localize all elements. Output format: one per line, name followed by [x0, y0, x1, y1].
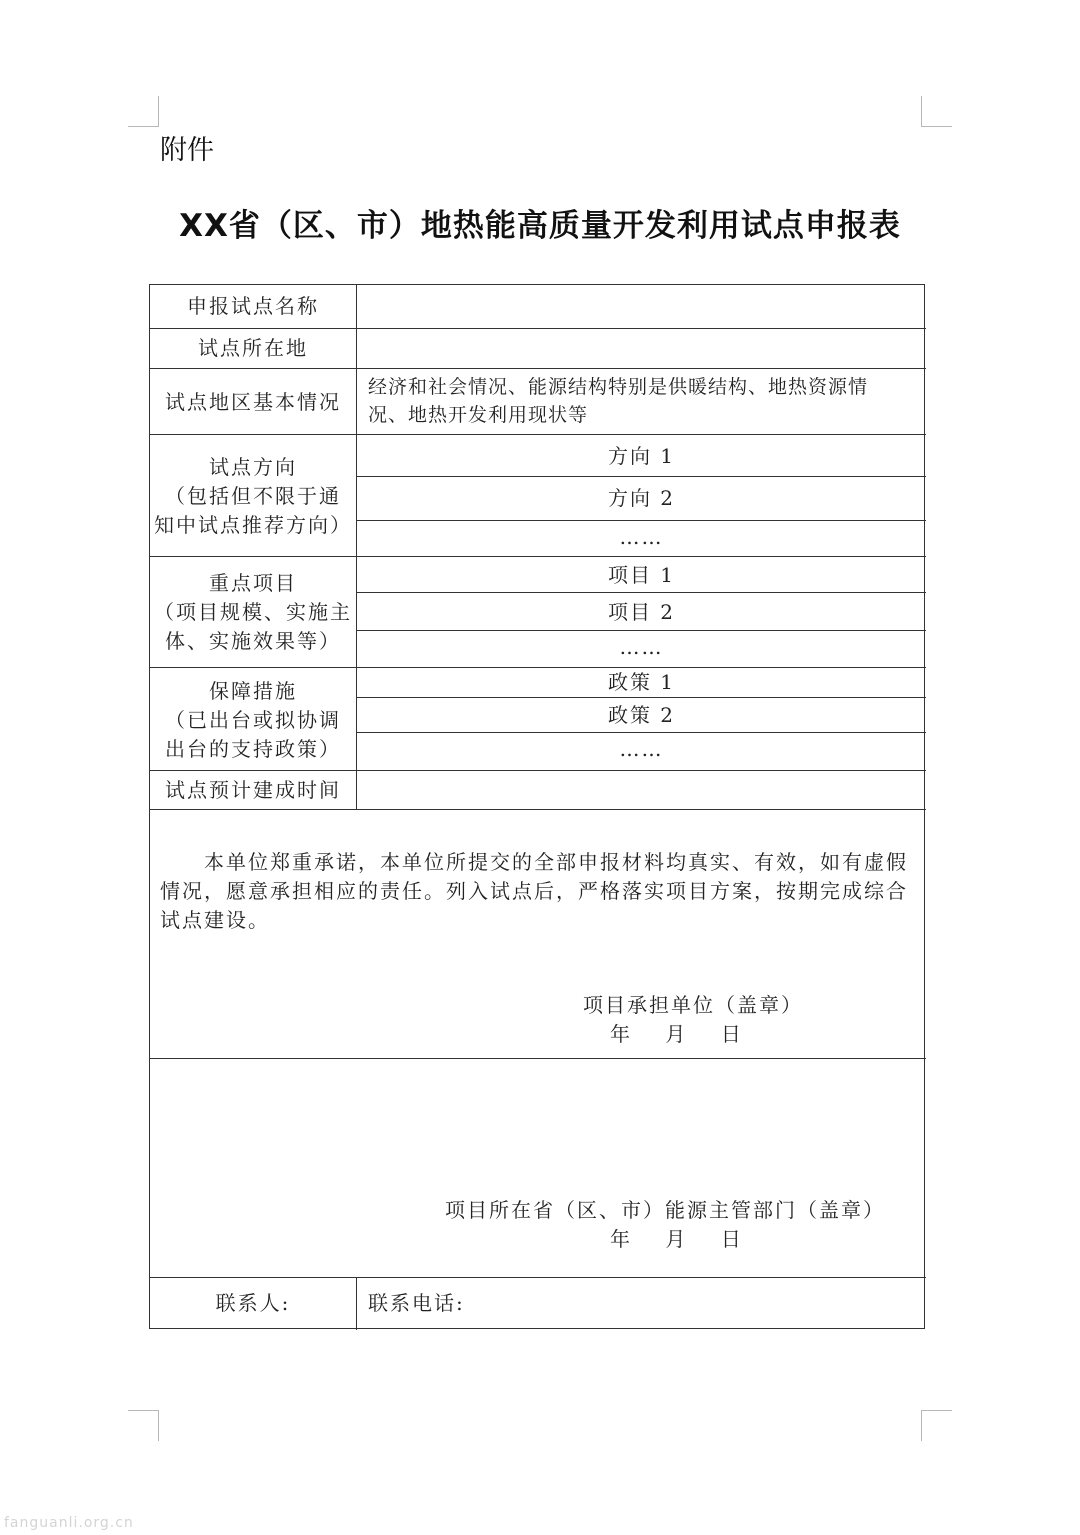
row-divider [150, 368, 926, 369]
measures-label-line1: 保障措施 [209, 679, 297, 703]
project-item: 项目 2 [607, 600, 676, 624]
direction-item: 方向 1 [607, 444, 676, 468]
direction-label-line1: 试点方向 [209, 455, 297, 479]
projects-label-line2: （项目规模、实施主 [154, 600, 352, 624]
row-divider [150, 328, 926, 329]
direction-label-line2: （包括但不限于通 [165, 484, 341, 508]
direction-item: 方向 2 [607, 486, 676, 510]
crop-mark-top-left [128, 96, 159, 127]
row-divider [150, 770, 926, 771]
direction-label-line3: 知中试点推荐方向） [154, 513, 352, 537]
crop-mark-bottom-left [128, 1410, 159, 1441]
application-form-table [149, 284, 925, 1329]
row-divider [150, 1058, 926, 1059]
project-item: 项目 1 [607, 563, 676, 587]
sub-row-divider [357, 732, 926, 733]
authority-date: 年 月 日 [610, 1227, 743, 1251]
attachment-label: 附件 [160, 135, 214, 166]
page-title: XX省（区、市）地热能高质量开发利用试点申报表 [179, 208, 901, 244]
policy-item-ellipsis: …… [619, 737, 664, 761]
direction-item-ellipsis: …… [619, 525, 664, 549]
commitment-text: 本单位郑重承诺，本单位所提交的全部申报材料均真实、有效，如有虚假情况，愿意承担相应的责任。列入试点后，严格落实项目方案，按期完成综合试点建设。 [160, 850, 908, 932]
measures-label-line3: 出台的支持政策） [165, 737, 341, 761]
column-divider [356, 1277, 357, 1330]
basic-situation-label: 试点地区基本情况 [165, 390, 341, 414]
crop-mark-top-right [921, 96, 952, 127]
row-divider [150, 1277, 926, 1278]
policy-item: 政策 1 [607, 670, 676, 694]
row-divider [150, 809, 926, 810]
project-name-label: 申报试点名称 [187, 294, 319, 318]
project-item-ellipsis: …… [619, 635, 664, 659]
sub-row-divider [357, 697, 926, 698]
measures-label-line2: （已出台或拟协调 [165, 708, 341, 732]
basic-situation-note-line2: 况、地热开发利用现状等 [368, 404, 589, 426]
row-divider [150, 556, 926, 557]
contact-person-label: 联系人: [215, 1291, 291, 1315]
commitment-signer: 项目承担单位（盖章） [583, 993, 803, 1017]
sub-row-divider [357, 476, 926, 477]
commitment-date: 年 月 日 [610, 1022, 743, 1046]
authority-signer: 项目所在省（区、市）能源主管部门（盖章） [445, 1198, 885, 1222]
sub-row-divider [357, 592, 926, 593]
policy-item: 政策 2 [607, 703, 676, 727]
sub-row-divider [357, 630, 926, 631]
crop-mark-bottom-right [921, 1410, 952, 1441]
completion-time-label: 试点预计建成时间 [165, 778, 341, 802]
projects-label-line1: 重点项目 [209, 571, 297, 595]
sub-row-divider [357, 520, 926, 521]
contact-phone-label: 联系电话: [368, 1291, 465, 1315]
projects-label-line3: 体、实施效果等） [165, 629, 341, 653]
basic-situation-note-line1: 经济和社会情况、能源结构特别是供暖结构、地热资源情 [368, 376, 869, 398]
row-divider [150, 434, 926, 435]
watermark: fanguanli.org.cn [4, 1515, 134, 1531]
location-label: 试点所在地 [198, 336, 308, 360]
